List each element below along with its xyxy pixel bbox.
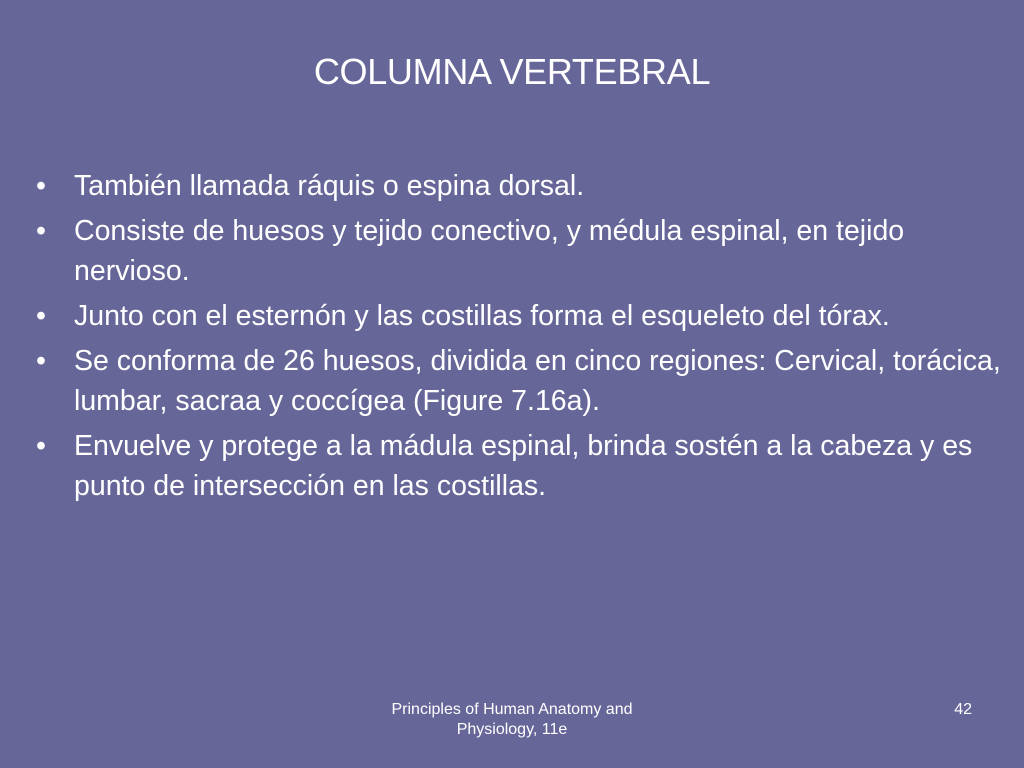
bullet-marker: •: [36, 345, 46, 377]
bullet-text: Se conforma de 26 huesos, dividida en cinco regiones: Cervical, torácica, lumbar, sacraa y coccígea (Figure 7.16a).: [74, 345, 1001, 417]
bullet-marker: •: [36, 215, 46, 247]
bullet-item: [30, 211, 1005, 291]
bullet-marker: •: [36, 430, 46, 462]
bullet-marker: •: [36, 170, 46, 202]
bullet-text: También llamada ráquis o espina dorsal.: [74, 170, 585, 202]
bullet-list: [30, 166, 1005, 511]
bullet-text: Junto con el esternón y las costillas forma el esqueleto del tórax.: [74, 300, 890, 332]
footer-line-1: Principles of Human Anatomy and: [391, 701, 633, 718]
bullet-text: Envuelve y protege a la mádula espinal, brinda sostén a la cabeza y es punto de intersección en las costillas.: [74, 430, 973, 502]
bullet-marker: •: [36, 300, 46, 332]
slide-title: COLUMNA VERTEBRAL: [313, 51, 711, 92]
bullet-item: [30, 426, 1005, 506]
page-number: 42: [954, 701, 972, 718]
bullet-item: [30, 166, 1005, 206]
bullet-text: Consiste de huesos y tejido conectivo, y médula espinal, en tejido nervioso.: [74, 215, 905, 287]
bullet-item: [30, 341, 1005, 421]
bullet-item: [30, 296, 1005, 336]
footer-line-2: Physiology, 11e: [456, 721, 568, 738]
footer-text: [312, 700, 712, 740]
